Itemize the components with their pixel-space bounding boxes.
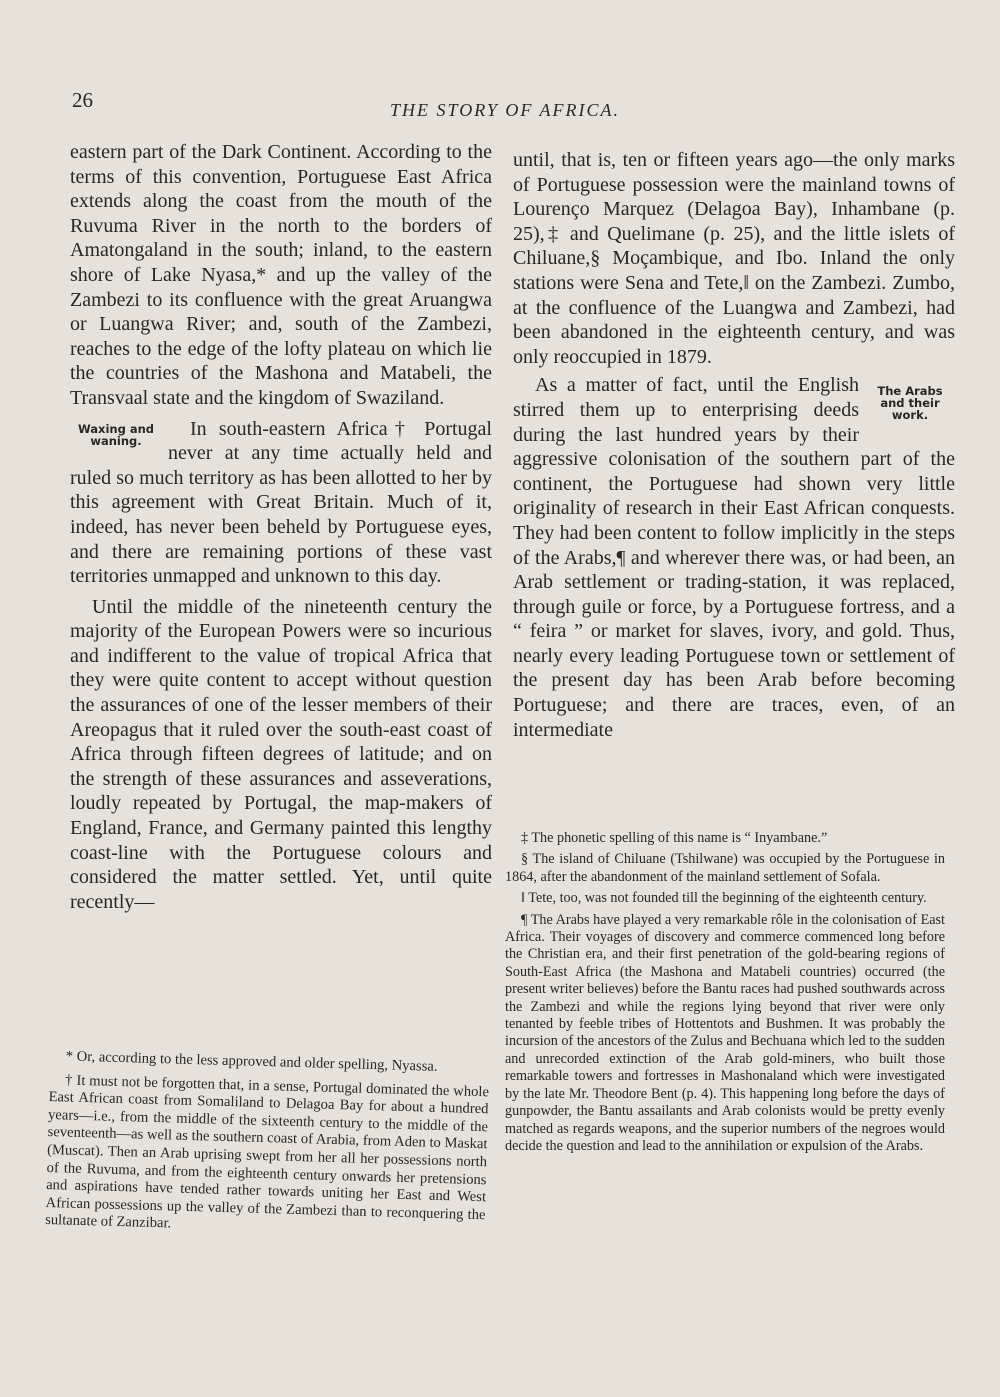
left-paragraph-2: In south-eastern Africa† Portugal never at any time actually held and ruled so much territory as has been allotted to her by this agreement with Great Britain. Much of it, indeed, has never been beheld by Portuguese eyes, and there are remaining portions of these vast territories unmapped and unknown to this day.: [70, 417, 492, 588]
page-number: 26: [72, 88, 93, 112]
footnotes-right: [505, 830, 945, 1159]
footnotes-left: [45, 1048, 490, 1248]
footnote-parallel: ‖ Tete, too, was not founded till the beginning of the eighteenth century.: [521, 890, 927, 907]
right-paragraph-2: As a matter of fact, until the English stirred them up to enterprising deeds during the last hundred years by their aggressive colonisation of the southern part of the continent, the Portuguese had shown very little originality of research in their East African conquests. They had been content to follow implicitly in the steps of the Arabs,¶ and wherever there was, or had been, an Arab settlement or trading-station, it was replaced, through guile or force, by a Portuguese fortress, and a “ feira ” or market for slaves, ivory, and gold. Thus, nearly every leading Portuguese town or settlement of the present day has been Arab before becoming Portuguese; and there are traces, even, of an intermediate: [513, 374, 955, 741]
footnote-double-dagger: ‡ The phonetic spelling of this name is “ Inyambane.”: [521, 830, 828, 846]
footnote-section: § The island of Chiluane (Tshilwane) was occupied by the Portuguese in 1864, after the abandonment of the mainland settlement of Sofala.: [505, 851, 945, 885]
left-column: [70, 140, 492, 914]
footnote-asterisk: * Or, according to the less approved and older spelling, Nyassa.: [65, 1048, 438, 1075]
margin-note-waxing-waning: Waxing and waning.: [78, 421, 154, 448]
footnote-dagger: † It must not be forgotten that, in a sense, Portugal dominated the whole East African coast from Somaliland to Delagoa Bay for about a hundred years—i.e., from the middle of the sixteenth century to the middle of the seventeenth—as well as the southern coast of Arabia, from Aden to Maskat (Muscat). Then an Arab uprising swept from her all her possessions north of the Ruvuma, and from the eighteenth century onwards her pretensions and aspirations have tended rather towards uniting her East and West African possessions up the valley of the Zambezi than to reconquering the sultanate of Zanzibar.: [44, 1072, 490, 1232]
left-paragraph-3: Until the middle of the nineteenth century the majority of the European Powers were so incurious and indifferent to the value of tropical Africa that they were quite content to accept without question the assurances of one of the lesser members of their Areopagus that it ruled over the south-east coast of Africa through fifteen degrees of latitude; and on the strength of these assurances and asseverations, loudly repeated by Portugal, the map-makers of England, France, and Germany painted this lengthy coast-line with the Portuguese colours and considered the matter settled. Yet, until quite recently—: [70, 595, 492, 913]
running-head: THE STORY OF AFRICA.: [390, 100, 621, 120]
margin-note-arabs: The Arabs and their work.: [877, 384, 943, 423]
left-paragraph-1: eastern part of the Dark Continent. According to the terms of this convention, Portuguese East Africa extends along the coast from the mouth of the Ruvuma River in the north to the borders of Amatongaland in the south; inland, to the eastern shore of Lake Nyasa,* and up the valley of the Zambezi to its confluence with the great Aruangwa or Luangwa River; and, south of the Zambezi, reaches to the edge of the lofty plateau on which lie the countries of the Mashona and Matabeli, the Transvaal state and the kingdom of Swaziland.: [70, 141, 492, 409]
footnote-pilcrow: ¶ The Arabs have played a very remarkable rôle in the colonisation of East Africa. Their voyages of discovery and commerce commenced long before the Christian era, and their first penetration of the gold-bearing regions of South-East Africa (the Mashona and Matabeli countries) occurred (the present writer believes) before the Bantu races had pushed southwards across the Zambezi and while the regions lying beyond that river were only tenanted by feeble tribes of Hottentots and Bushmen. It was probably the incursion of the ancestors of the Zulus and Bechuana which led to the sudden and unrecorded extinction of the Arab gold-miners, who built those remarkable towers and fortresses in Mashonaland which were investigated by the late Mr. Theodore Bent (p. 4). This happening long before the days of gunpowder, the Bantu assailants and Arab colonists would be pretty evenly matched as regards weapons, and the superior numbers of the negroes would decide the question and lead to the annihilation or expulsion of the Arabs.: [505, 911, 945, 1154]
right-paragraph-1: until, that is, ten or fifteen years ago—the only marks of Portuguese possession were the mainland towns of Lourenço Marquez (Delagoa Bay), Inhambane (p. 25),‡ and Quelimane (p. 25), and the little islets of Chiluane,§ Moçambique, and Ibo. Inland the only stations were Sena and Tete,‖ on the Zambezi. Zumbo, at the confluence of the Luangwa and Zambezi, had been abandoned in the eighteenth century, and was only reoccupied in 1879.: [513, 149, 955, 368]
right-column: [513, 148, 955, 742]
